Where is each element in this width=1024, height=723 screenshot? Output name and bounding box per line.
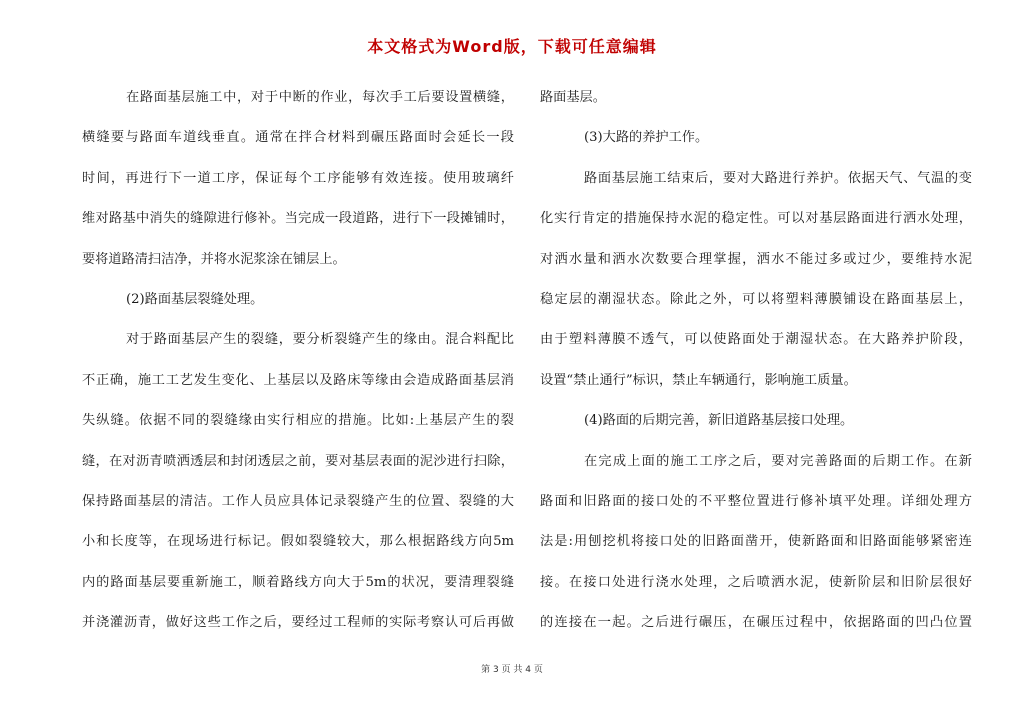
text-line: 在完成上面的施工工序之后，要对完善路面的后期工作。在新 xyxy=(584,453,972,469)
text-line: 对洒水量和洒水次数要合理掌握，洒水不能过多或过少，要维持水泥 xyxy=(540,251,972,267)
text-line: 不正确，施工工艺发生变化、上基层以及路床等缘由会造成路面基层消 xyxy=(82,372,514,388)
document-header: 本文格式为Word版，下载可任意编辑 xyxy=(367,37,657,56)
text-line: 维对路基中消失的缝隙进行修补。当完成一段道路，进行下一段摊铺时， xyxy=(82,211,514,227)
text-line: 路面和旧路面的接口处的不平整位置进行修补填平处理。详细处理方 xyxy=(540,493,972,509)
text-line: 要将道路清扫洁净，并将水泥浆涂在铺层上。 xyxy=(82,251,346,267)
text-line: 接。在接口处进行浇水处理，之后喷洒水泥，使新阶层和旧阶层很好 xyxy=(540,574,972,590)
text-line: 在路面基层施工中，对于中断的作业，每次手工后要设置横缝， xyxy=(126,90,514,105)
text-line: 内的路面基层要重新施工，顺着路线方向大于5m的状况，要清理裂缝 xyxy=(82,574,514,590)
text-line: 横缝要与路面车道线垂直。通常在拌合材料到碾压路面时会延长一段 xyxy=(82,130,514,146)
text-line: 小和长度等，在现场进行标记。假如裂缝较大，那么根据路线方向5m xyxy=(82,534,514,550)
text-line: 设置“禁止通行”标识，禁止车辆通行，影响施工质量。 xyxy=(540,372,857,388)
text-line: 稳定层的潮湿状态。除此之外，可以将塑料薄膜铺设在路面基层上， xyxy=(540,291,972,307)
text-line: 缝，在对沥青喷洒透层和封闭透层之前，要对基层表面的泥沙进行扫除， xyxy=(82,453,514,469)
text-line: 化实行肯定的措施保持水泥的稳定性。可以对基层路面进行洒水处理， xyxy=(540,211,972,227)
text-line: 法是:用刨挖机将接口处的旧路面凿开，使新路面和旧路面能够紧密连 xyxy=(540,534,972,550)
text-line: 时间，再进行下一道工序，保证每个工序能够有效连接。使用玻璃纤 xyxy=(82,170,514,186)
text-line: 对于路面基层产生的裂缝，要分析裂缝产生的缘由。混合料配比 xyxy=(126,332,514,348)
text-line: 路面基层。 xyxy=(540,90,606,105)
text-line: 的连接在一起。之后进行碾压，在碾压过程中，依据路面的凹凸位置 xyxy=(540,615,972,631)
section-heading: (3)大路的养护工作。 xyxy=(584,130,709,146)
section-heading: (2)路面基层裂缝处理。 xyxy=(126,291,264,307)
left-column xyxy=(82,78,514,643)
text-line: 保持路面基层的清洁。工作人员应具体记录裂缝产生的位置、裂缝的大 xyxy=(82,493,514,509)
right-column xyxy=(540,78,972,643)
page-number: 第 3 页 共 4 页 xyxy=(481,665,543,675)
text-line: 并浇灌沥青，做好这些工作之后，要经过工程师的实际考察认可后再做 xyxy=(82,615,514,631)
text-line: 由于塑料薄膜不透气，可以使路面处于潮湿状态。在大路养护阶段， xyxy=(540,332,972,348)
text-line: 失纵缝。依据不同的裂缝缘由实行相应的措施。比如:上基层产生的裂 xyxy=(82,413,514,429)
text-line: 路面基层施工结束后，要对大路进行养护。依据天气、气温的变 xyxy=(584,170,972,186)
section-heading: (4)路面的后期完善，新旧道路基层接口处理。 xyxy=(584,413,854,429)
